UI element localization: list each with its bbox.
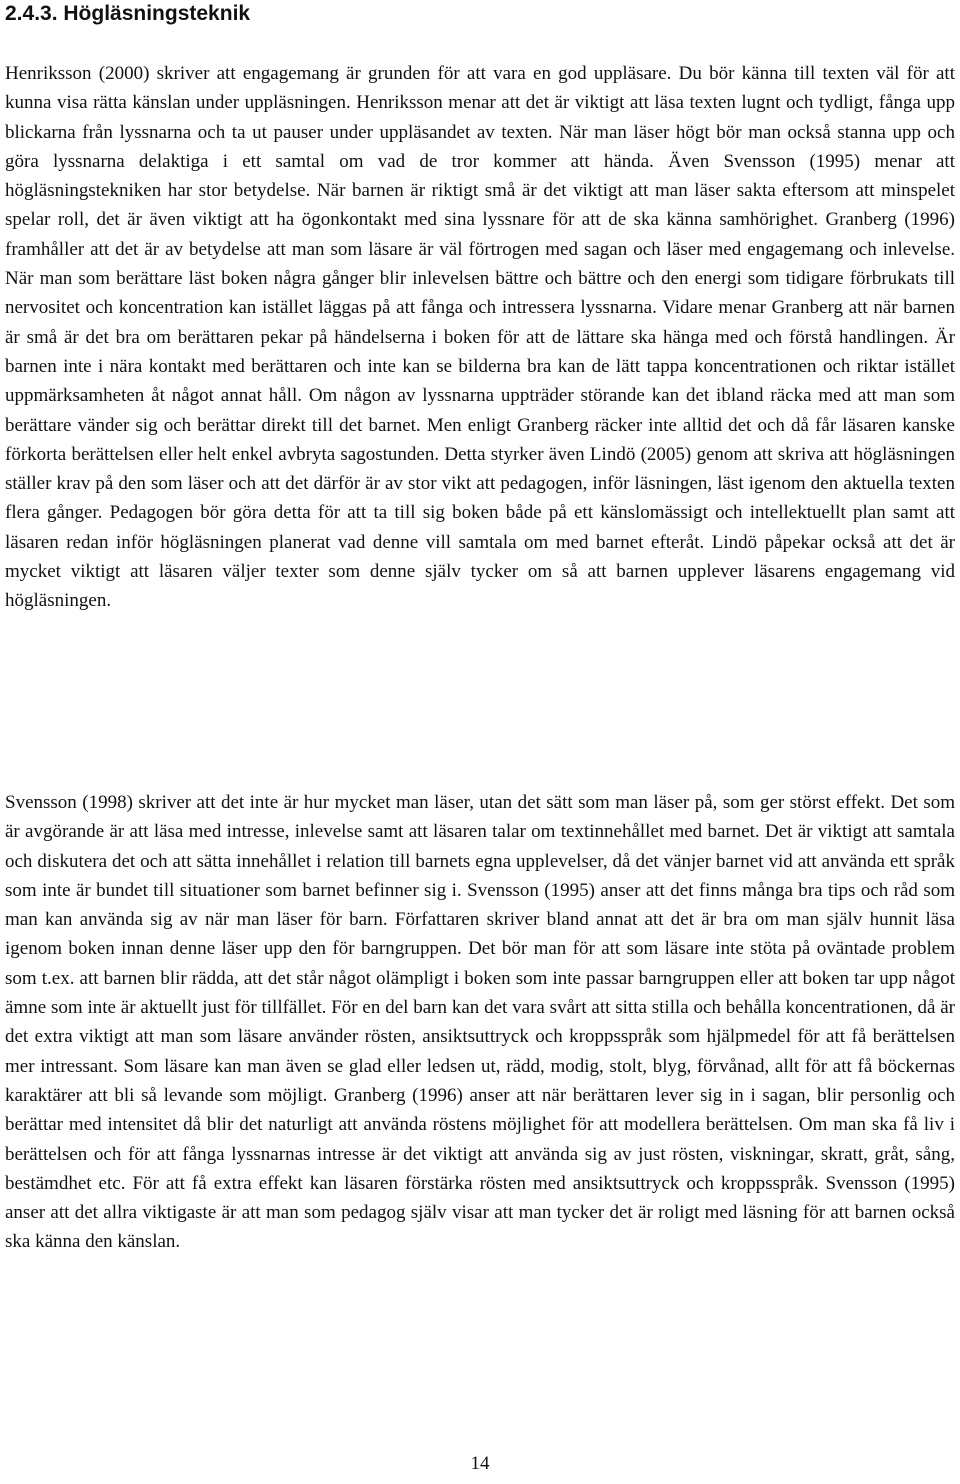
body-paragraph-1: Henriksson (2000) skriver att engagemang är grunden för att vara en god uppläsare. Du bör känna till texten väl för att kunna visa rätta känslan under uppläsningen. Henriksson menar att det är viktigt att läsa texten lugnt och tydligt, fånga upp blickarna från lyssnarna och ta ut pauser under uppläsandet av texten. När man läser högt bör man också stanna upp och göra lyssnarna delaktiga i ett samtal om vad de tror kommer att hända. Även Svensson (1995) menar att högläsningstekniken har stor betydelse. När barnen är riktigt små är det viktigt att man läser sakta eftersom att minspelet spelar roll, det är även viktigt att ha ögonkontakt med sina lyssnare för att de ska känna samhörighet. Granberg (1996) framhåller att det är av betydelse att man som läsare är väl förtrogen med sagan och läser med engagemang och inlevelse. När man som berättare läst boken några gånger blir inlevelsen bättre och bättre och den energi som tidigare förbrukats till nervositet och koncentration kan istället läggas på att fånga och intressera lyssnarna. Vidare menar Granberg att när barnen är små är det bra om berättaren pekar på händelserna i boken för att de lättare ska hänga med och förstå handlingen. Är barnen inte i nära kontakt med berättaren och inte kan se bilderna bra kan de lätt tappa koncentrationen och riktar istället uppmärksamheten åt något annat håll. Om någon av lyssnarna uppträder störande kan det ibland räcka med att man som berättare vänder sig och berättar direkt till det barnet. Men enligt Granberg räcker inte alltid det och då får läsaren kanske förkorta berättelsen eller helt enkel avbryta sagostunden. Detta styrker även Lindö (2005) genom att skriva att högläsningen ställer krav på den som läser och att det därför är av stor vikt att pedagogen, inför läsningen, läst igenom den aktuella texten flera gånger. Pedagogen bör göra detta för att ta till sig boken både på ett känslomässigt och intellektuellt plan samt att läsaren redan inför högläsningen planerat vad denne vill samtala om med barnet efteråt. Lindö påpekar också att det är mycket viktigt att läsaren väljer texter som denne själv tycker om så att barnen upplever läsarens engagemang vid högläsningen. [5,63,955,612]
body-paragraph-2: Svensson (1998) skriver att det inte är hur mycket man läser, utan det sätt som man läser på, som ger störst effekt. Det som är avgörande är att läsa med intresse, inlevelse samt att läsaren talar om textinnehållet med barnet. Det är viktigt att samtala och diskutera det och att sätta innehållet i relation till barnets egna upplevelser, då det vänjer barnet vid att använda ett språk som inte är bundet till situationer som barnet befinner sig i. Svensson (1995) anser att det finns många bra tips och råd som man kan använda sig av när man läser för barn. Författaren skriver bland annat att det är bra om man själv hunnit läsa igenom boken innan denne läser upp den för barngruppen. Det bör man för att som läsare inte stöta på oväntade problem som t.ex. att barnen blir rädda, att det står något olämpligt i boken som inte passar barngruppen eller att boken tar upp något ämne som inte är aktuellt just för tillfället. För en del barn kan det vara svårt att sitta stilla och behålla koncentrationen, då är det extra viktigt att man som läsare använder rösten, ansiktsuttryck och kroppsspråk som hjälpmedel för att få berättelsen mer intressant. Som läsare kan man även se glad eller ledsen ut, rädd, modig, stolt, blyg, förvånad, allt för att få böckernas karaktärer att bli så levande som möjligt. Granberg (1996) anser att när berättaren lever sig in i sagan, blir personlig och berättar med intensitet då blir det naturligt att använda röstens möjlighet för att modellera berättelsen. Om man ska få liv i berättelsen och för att fånga lyssnarnas intresse är det viktigt att använda sig av just rösten, viskningar, skratt, gråt, sång, bestämdhet etc. För att få extra effekt kan läsaren förstärka rösten med ansiktsuttryck och kroppsspråk. Svensson (1995) anser att det allra viktigaste är att man som pedagog själv visar att man tycker det är roligt med läsning för att barnen också ska känna den känslan. [5,792,955,1253]
page-number: 14 [470,1453,490,1474]
section-heading: 2.4.3. Högläsningsteknik [5,2,251,25]
